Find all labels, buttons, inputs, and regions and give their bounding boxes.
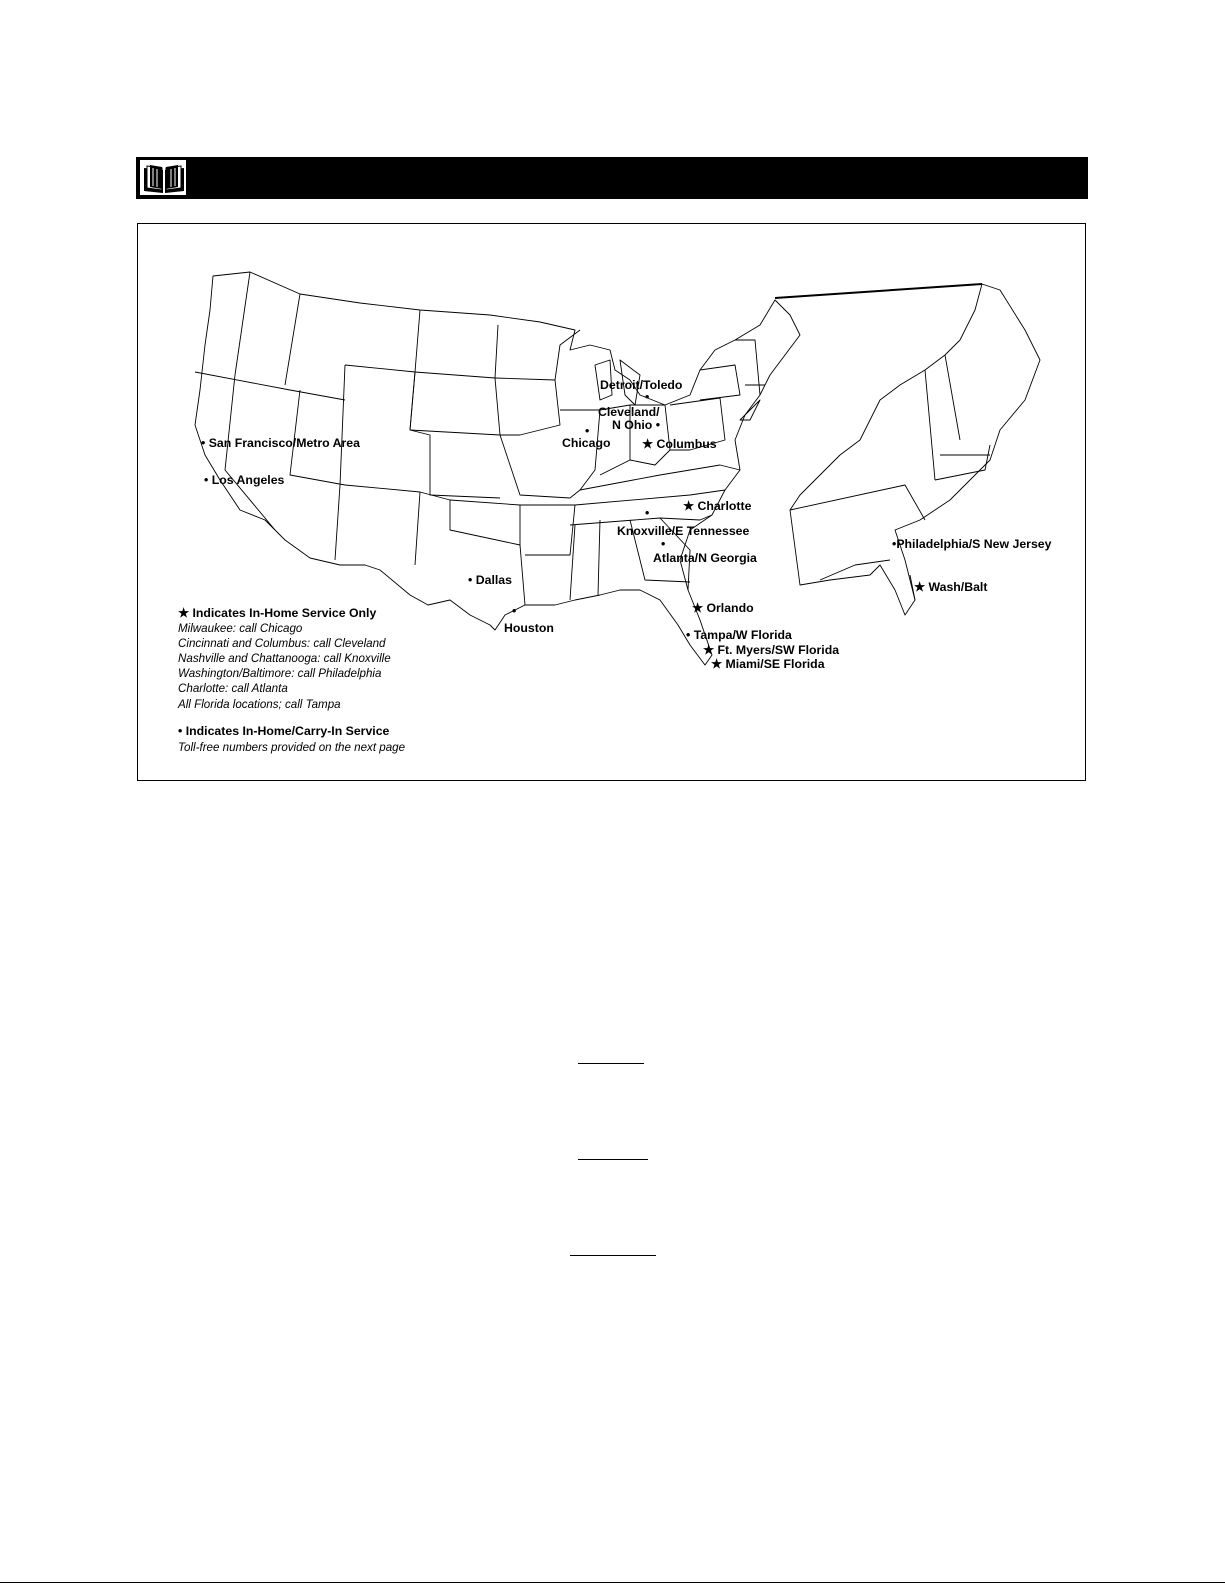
city-label-chicago: Chicago <box>562 436 611 450</box>
legend-note: Milwaukee: call Chicago <box>178 622 303 635</box>
city-label-los-angeles: • Los Angeles <box>204 473 285 487</box>
city-label-charlotte: ★ Charlotte <box>683 499 752 513</box>
city-label-san-francisco: • San Francisco/Metro Area <box>201 436 360 450</box>
divider-rule <box>578 1159 648 1160</box>
city-label-orlando: ★ Orlando <box>692 601 754 615</box>
page-bottom-rule <box>0 1582 1225 1583</box>
city-marker-atlanta: • <box>661 537 666 551</box>
legend-note: All Florida locations; call Tampa <box>178 698 341 711</box>
city-marker-houston: • <box>512 604 517 618</box>
city-label-houston: Houston <box>504 621 554 635</box>
city-label-wash-balt: ★ Wash/Balt <box>914 580 988 594</box>
legend-note: Washington/Baltimore: call Philadelphia <box>178 667 382 680</box>
divider-rule <box>578 1063 644 1064</box>
city-label-cleveland-2: N Ohio • <box>612 418 661 432</box>
city-label-ft-myers: ★ Ft. Myers/SW Florida <box>703 643 840 657</box>
city-label-cleveland: Cleveland/ <box>598 405 660 419</box>
city-label-miami: ★ Miami/SE Florida <box>711 657 825 671</box>
legend-in-home-carry-in: • Indicates In-Home/Carry-In Service <box>178 724 390 738</box>
city-marker-detroit: • <box>645 390 650 404</box>
city-label-knoxville: Knoxville/E Tennessee <box>617 524 750 538</box>
legend-note: Charlotte: call Atlanta <box>178 682 288 695</box>
city-label-atlanta: Atlanta/N Georgia <box>653 551 757 565</box>
divider-rule <box>570 1255 656 1256</box>
legend-note: Nashville and Chattanooga: call Knoxville <box>178 652 391 665</box>
city-marker-chicago: • <box>585 424 590 438</box>
legend-in-home-only: ★ Indicates In-Home Service Only <box>178 606 377 620</box>
city-label-dallas: • Dallas <box>468 573 512 587</box>
city-marker-knoxville: • <box>645 506 650 520</box>
legend-toll-free-note: Toll-free numbers provided on the next page <box>178 741 406 754</box>
city-label-tampa: • Tampa/W Florida <box>686 628 792 642</box>
city-label-columbus: ★ Columbus <box>642 437 717 451</box>
city-label-detroit: Detroit/Toledo <box>600 378 683 392</box>
city-label-philadelphia: •Philadelphia/S New Jersey <box>892 537 1052 551</box>
legend-note: Cincinnati and Columbus: call Cleveland <box>178 637 386 650</box>
